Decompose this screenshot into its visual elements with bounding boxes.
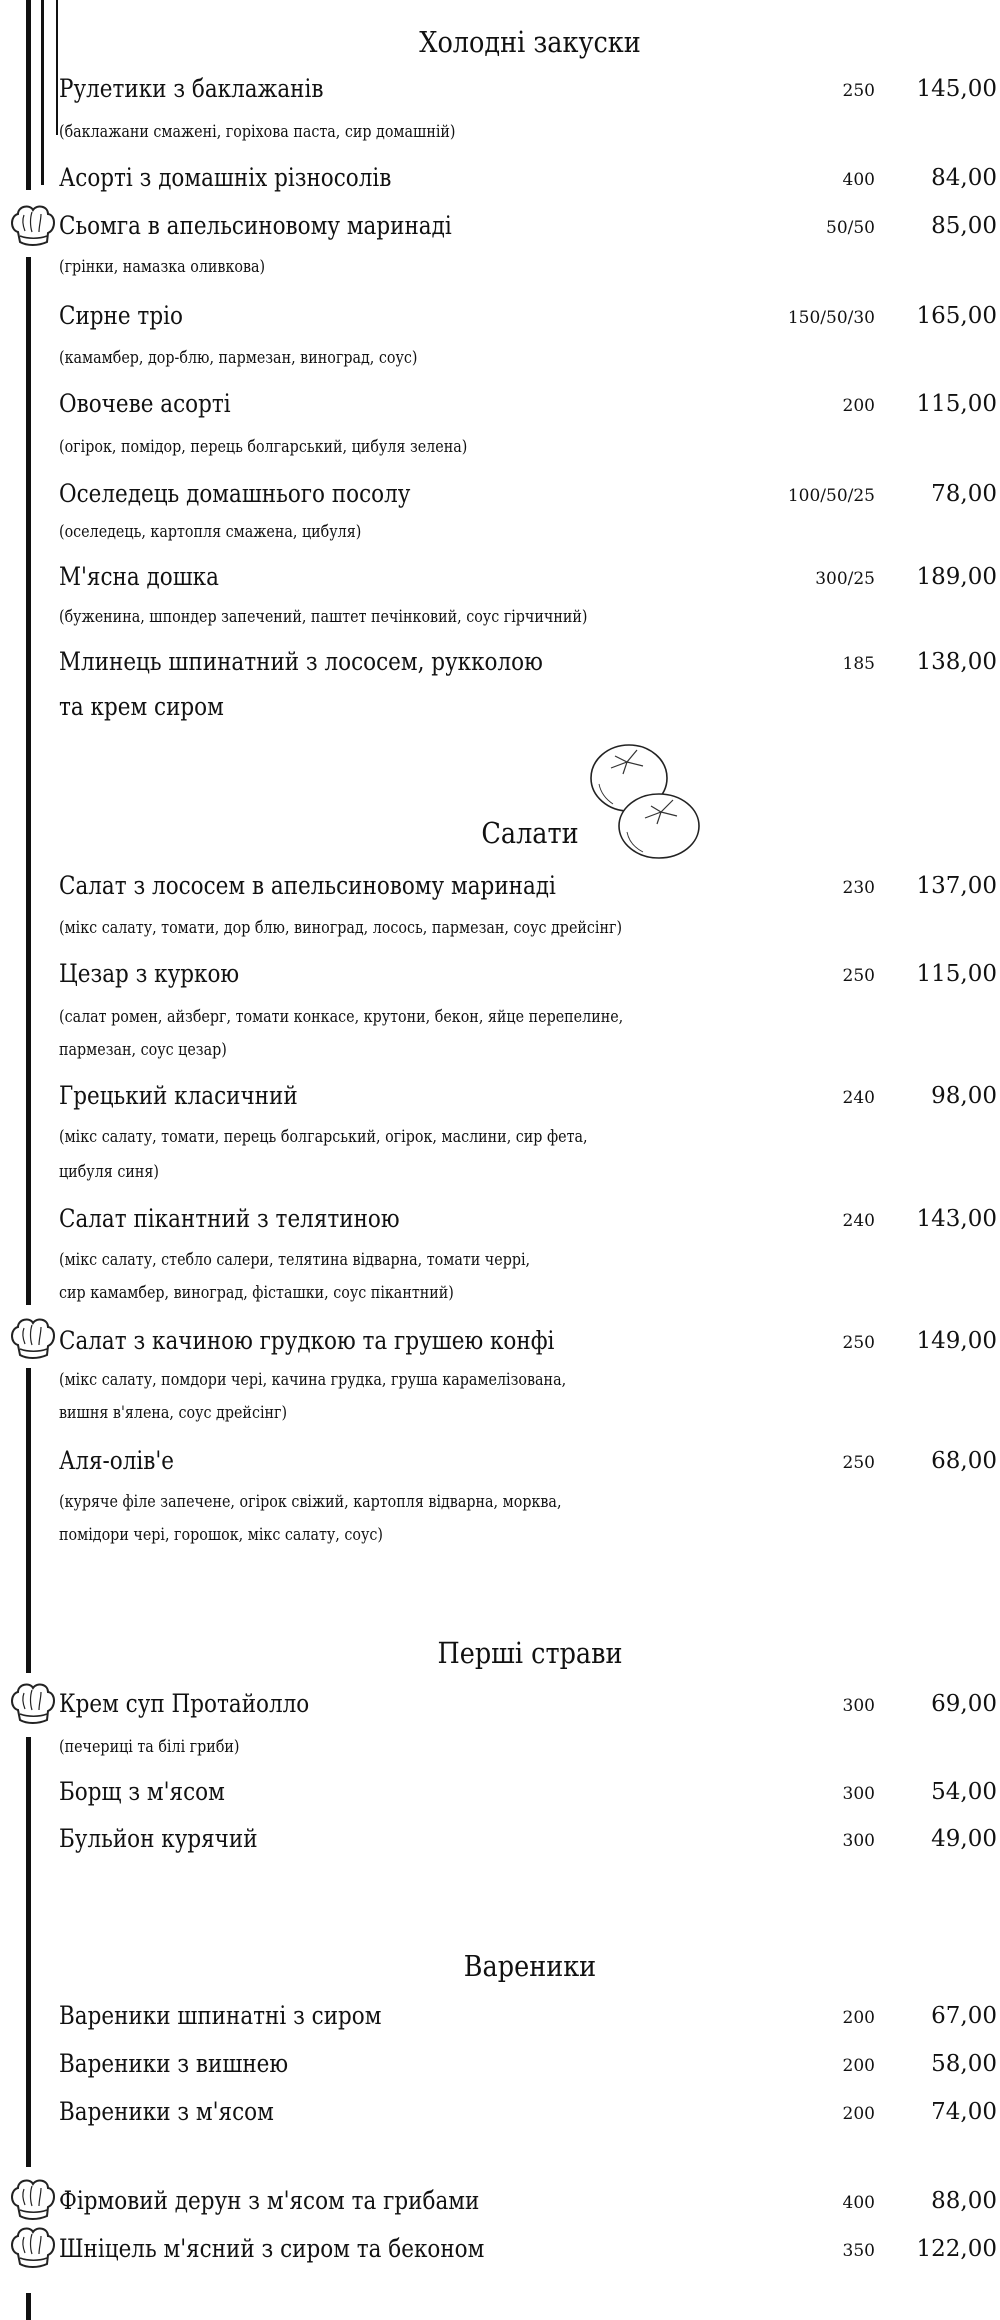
item-description-line2: помідори чері, горошок, мікс салату, соус)	[59, 1525, 383, 1545]
item-price: 143,00	[916, 1206, 997, 1232]
item-price: 49,00	[931, 1826, 997, 1852]
item-weight: 200	[842, 2056, 875, 2076]
item-description: (мікс салату, томати, перець болгарський, огірок, маслини, сир фета,	[59, 1127, 588, 1147]
item-price: 145,00	[916, 76, 997, 102]
item-price: 115,00	[916, 391, 997, 417]
item-weight: 200	[842, 396, 875, 416]
menu-item	[0, 2096, 1000, 2130]
item-name: Сьомга в апельсиновому маринаді	[59, 211, 452, 240]
item-price: 67,00	[931, 2003, 997, 2029]
item-name: Рулетики з баклажанів	[59, 74, 324, 103]
item-price: 98,00	[931, 1083, 997, 1109]
item-description: (мікс салату, помдори чері, качина грудка, груша карамелізована,	[59, 1370, 567, 1390]
item-price: 74,00	[931, 2099, 997, 2125]
item-description: (грінки, намазка оливкова)	[59, 257, 266, 277]
item-description: (печериці та білі гриби)	[59, 1737, 240, 1757]
item-name: Салат з качиною грудкою та грушею конфі	[59, 1326, 555, 1355]
menu-item	[0, 1823, 1000, 1857]
border-line-outer	[26, 1368, 31, 1673]
item-weight: 400	[842, 170, 875, 190]
item-weight: 185	[842, 654, 875, 674]
item-weight: 100/50/25	[787, 486, 875, 506]
menu-item	[0, 2233, 1000, 2267]
item-price: 54,00	[931, 1779, 997, 1805]
menu-item	[0, 210, 1000, 244]
menu-item	[0, 646, 1000, 680]
menu-item	[0, 870, 1000, 904]
item-weight: 300	[842, 1696, 875, 1716]
item-weight: 400	[842, 2193, 875, 2213]
item-price: 115,00	[916, 961, 997, 987]
item-name: М'ясна дошка	[59, 562, 219, 591]
item-price: 69,00	[931, 1691, 997, 1717]
menu-item	[0, 1776, 1000, 1810]
menu-item	[0, 388, 1000, 422]
menu-item	[0, 1445, 1000, 1479]
item-weight: 250	[842, 1333, 875, 1353]
item-price: 88,00	[931, 2188, 997, 2214]
item-weight: 230	[842, 878, 875, 898]
item-weight: 300	[842, 1784, 875, 1804]
item-price: 138,00	[916, 649, 997, 675]
item-name-line2: та крем сиром	[59, 692, 224, 721]
item-name: Шніцель м'ясний з сиром та беконом	[59, 2234, 485, 2263]
menu-item	[0, 561, 1000, 595]
item-description: (буженина, шпондер запечений, паштет печінковий, соус гірчичний)	[59, 607, 588, 627]
menu-item	[0, 1325, 1000, 1359]
menu-item	[0, 2048, 1000, 2082]
item-name: Салат пікантний з телятиною	[59, 1204, 400, 1233]
item-description-line2: пармезан, соус цезар)	[59, 1040, 227, 1060]
border-line-outer	[26, 2293, 31, 2320]
item-name: Вареники з вишнею	[59, 2049, 289, 2078]
item-price: 137,00	[916, 873, 997, 899]
item-weight: 50/50	[826, 218, 875, 238]
menu-item	[0, 1688, 1000, 1722]
item-description-line2: сир камамбер, виноград, фісташки, соус пікантний)	[59, 1283, 454, 1303]
item-price: 85,00	[931, 213, 997, 239]
menu-item	[0, 1203, 1000, 1237]
item-price: 84,00	[931, 165, 997, 191]
item-name: Салат з лососем в апельсиновому маринаді	[59, 871, 556, 900]
menu-item	[0, 300, 1000, 334]
item-description: (куряче філе запечене, огірок свіжий, картопля відварна, морква,	[59, 1492, 562, 1512]
item-name: Асорті з домашніх різносолів	[59, 163, 392, 192]
item-price: 122,00	[916, 2236, 997, 2262]
menu-item	[0, 478, 1000, 512]
item-name: Грецький класичний	[59, 1081, 298, 1110]
item-weight: 240	[842, 1088, 875, 1108]
section-title-salads: Салати	[481, 816, 579, 850]
item-weight: 300	[842, 1831, 875, 1851]
menu-item	[0, 2000, 1000, 2034]
item-description: (камамбер, дор-блю, пармезан, виноград, соус)	[59, 348, 418, 368]
item-price: 68,00	[931, 1448, 997, 1474]
item-weight: 350	[842, 2241, 875, 2261]
item-description-line2: вишня в'ялена, соус дрейсінг)	[59, 1403, 288, 1423]
menu-item	[0, 73, 1000, 107]
item-weight: 250	[842, 966, 875, 986]
item-description: (баклажани смажені, горіхова паста, сир домашній)	[59, 122, 456, 142]
section-title-cold: Холодні закуски	[419, 25, 641, 59]
item-description: (мікс салату, стебло салери, телятина відварна, томати черрі,	[59, 1250, 531, 1270]
item-price: 78,00	[931, 481, 997, 507]
item-price: 165,00	[916, 303, 997, 329]
item-weight: 250	[842, 1453, 875, 1473]
item-weight: 150/50/30	[787, 308, 875, 328]
section-title-dumplings: Вареники	[463, 1949, 597, 1983]
item-name: Вареники шпинатні з сиром	[59, 2001, 382, 2030]
item-name: Вареники з м'ясом	[59, 2097, 274, 2126]
item-weight: 240	[842, 1211, 875, 1231]
item-description-line2: цибуля синя)	[59, 1162, 159, 1182]
section-title-soups: Перші страви	[437, 1636, 623, 1670]
item-weight: 300/25	[815, 569, 875, 589]
menu-item	[0, 1080, 1000, 1114]
item-price: 58,00	[931, 2051, 997, 2077]
item-description: (огірок, помідор, перець болгарський, цибуля зелена)	[59, 437, 468, 457]
item-name: Бульйон курячий	[59, 1824, 258, 1853]
item-description: (мікс салату, томати, дор блю, виноград, лосось, пармезан, соус дрейсінг)	[59, 918, 623, 938]
item-weight: 200	[842, 2104, 875, 2124]
menu-item-continuation	[0, 691, 1000, 725]
item-name: Оселедець домашнього посолу	[59, 479, 411, 508]
menu-item	[0, 2185, 1000, 2219]
item-name: Цезар з куркою	[59, 959, 240, 988]
item-weight: 200	[842, 2008, 875, 2028]
item-name: Фірмовий дерун з м'ясом та грибами	[59, 2186, 480, 2215]
item-price: 189,00	[916, 564, 997, 590]
border-line-inner	[56, 0, 58, 135]
menu-item	[0, 958, 1000, 992]
item-name: Аля-олів'е	[59, 1446, 174, 1475]
item-description: (оселедець, картопля смажена, цибуля)	[59, 522, 362, 542]
item-name: Борщ з м'ясом	[59, 1777, 225, 1806]
item-name: Млинець шпинатний з лососем, рукколою	[59, 647, 543, 676]
item-price: 149,00	[916, 1328, 997, 1354]
item-weight: 250	[842, 81, 875, 101]
menu-item	[0, 162, 1000, 196]
item-name: Сирне тріо	[59, 301, 183, 330]
item-name: Овочеве асорті	[59, 389, 231, 418]
item-name: Крем суп Протайолло	[59, 1689, 310, 1718]
item-description: (салат ромен, айзберг, томати конкасе, крутони, бекон, яйце перепелине,	[59, 1007, 624, 1027]
